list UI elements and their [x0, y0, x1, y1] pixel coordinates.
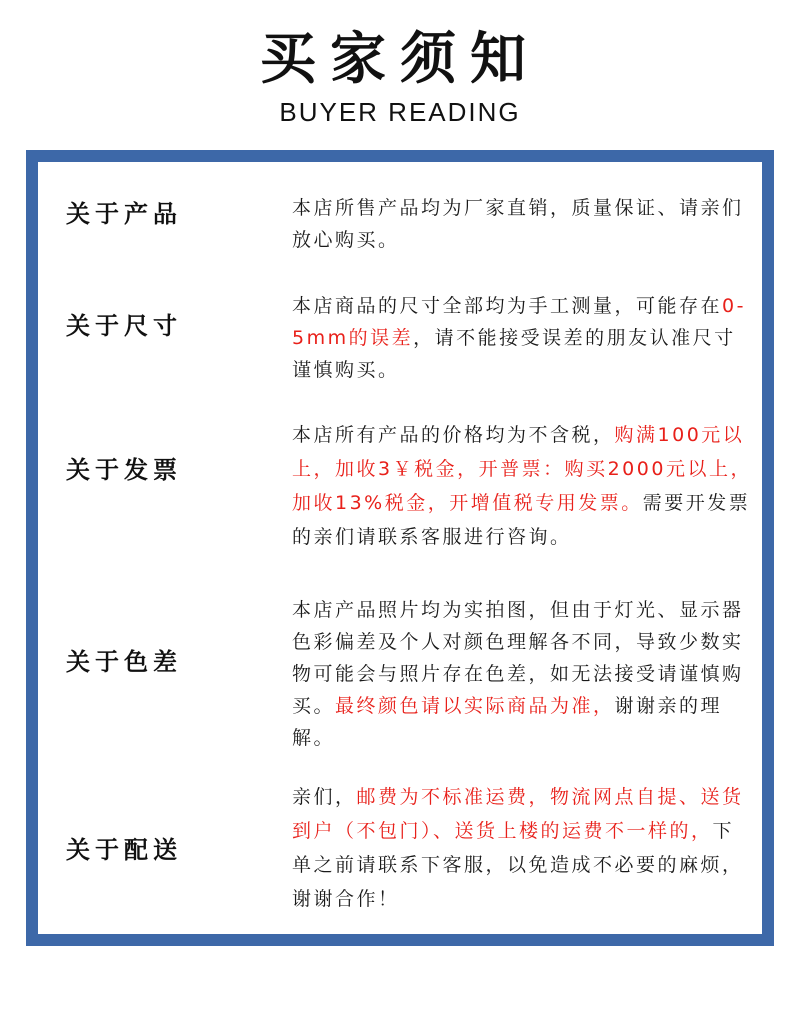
text-segment: 本店产品照片均为实拍图，但由于灯光、显示器色彩偏差及个人对颜色理解各不同，导致少数实物可能会与照片存在色差，如无法接受请谨慎购买。 [292, 599, 744, 717]
text-segment: 本店所有产品的价格均为不含税， [292, 424, 615, 446]
section-label: 关于配送 [66, 836, 182, 864]
section-label: 关于产品 [66, 200, 182, 228]
text-segment-highlight: 邮费为不标准运费，物流网点自提、送货到户（不包门）、送货上楼的运费不一样的， [292, 786, 744, 842]
text-segment: 下单之前请联系下客服，以免造成不必要的麻烦，谢谢合作！ [292, 820, 744, 910]
text-segment: 本店所售产品均为厂家直销，质量保证、请亲们放心购买。 [292, 197, 744, 251]
section-text [292, 418, 754, 554]
page-subtitle: BUYER READING [279, 97, 521, 127]
text-segment-highlight: 最终颜色请以实际商品为准， [335, 695, 615, 717]
notice-frame [26, 150, 774, 946]
section-text [292, 594, 754, 754]
text-segment: 需要开发票的亲们请联系客服进行咨询。 [292, 492, 751, 548]
text-segment-highlight: 0-5mm的误差 [292, 295, 746, 349]
text-segment: ，请不能接受误差的朋友认准尺寸谨慎购买。 [292, 327, 736, 381]
text-segment: 本店商品的尺寸全部均为手工测量，可能存在 [292, 295, 723, 317]
text-segment-highlight: 购满100元以上，加收3￥税金，开普票：购买2000元以上，加收13%税金，开增值税专用发票。 [292, 424, 752, 514]
text-segment: 谢谢亲的理解。 [292, 695, 723, 749]
text-segment: 亲们， [292, 786, 357, 808]
section-text [292, 780, 754, 916]
section-text [292, 192, 754, 256]
section-label: 关于发票 [66, 456, 182, 484]
section-label: 关于尺寸 [66, 312, 182, 340]
page-title: 买家须知 [260, 27, 540, 92]
section-text [292, 290, 754, 386]
section-label: 关于色差 [66, 648, 182, 676]
